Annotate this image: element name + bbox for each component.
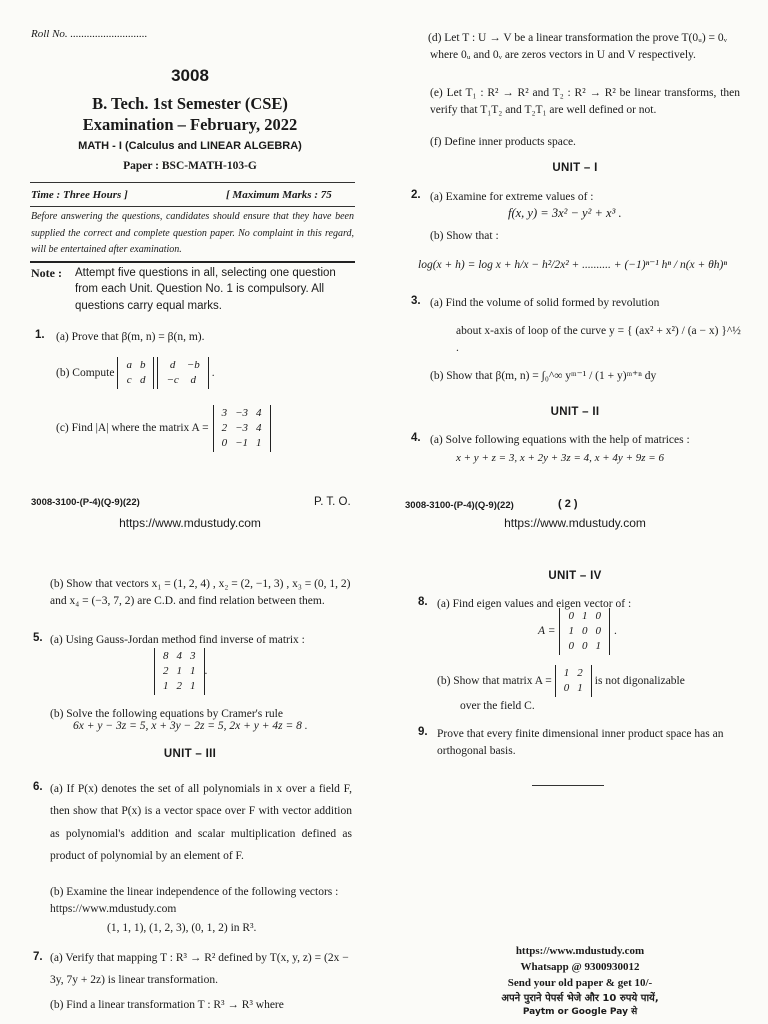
- course-title: B. Tech. 1st Semester (CSE): [92, 94, 288, 113]
- matrix-cell: 1: [595, 639, 601, 652]
- matrix-cell: 0: [595, 624, 601, 637]
- exam-title: Examination – February, 2022: [82, 115, 298, 134]
- q1b-label: (b) Compute: [56, 366, 115, 379]
- q5a: (a) Using Gauss-Jordan method find inverse of matrix :: [50, 634, 305, 646]
- matrix-cell: c: [126, 373, 132, 386]
- q8b: [437, 665, 685, 697]
- exam-time: Time : Three Hours ]: [31, 189, 128, 201]
- site-url: https://www.mdustudy.com: [504, 516, 646, 530]
- q4b: (b) Show that vectors x₁ = (1, 2, 4) , x₂ = (2, −1, 3) , x₃ = (0, 1, 2) and x₄ = (−3, 7, 2) are C.D. and find relation between them.: [50, 578, 351, 607]
- matrix-cell: 1: [577, 681, 583, 694]
- matrix-cell: 1: [256, 436, 262, 449]
- matrix-cell: 1: [568, 624, 574, 637]
- q4a: (a) Solve following equations with the help of matrices :: [430, 434, 690, 446]
- matrix-cell: 0: [563, 681, 570, 694]
- page-number: ( 2 ): [558, 498, 578, 510]
- matrix-cell: −1: [235, 436, 249, 449]
- promo-send: Send your old paper & get 10/-: [507, 976, 653, 989]
- promo-block: [430, 944, 730, 1019]
- divider: [30, 206, 355, 207]
- promo-hindi: अपने पुराने पेपर्स भेजे और 10 रुपये पायें,: [501, 992, 659, 1004]
- unit-heading: UNIT – IV: [548, 570, 602, 582]
- matrix-q8b: [555, 665, 592, 697]
- q2b: (b) Show that :: [430, 230, 499, 242]
- q5a-matrix-wrap: 8 4 3 2 1 1 1 2 1 .: [154, 648, 207, 695]
- question-number: 6.: [33, 781, 43, 793]
- matrix-cell: a: [126, 359, 132, 371]
- matrix-cell: 0: [595, 610, 601, 622]
- matrix-cell: d: [169, 359, 176, 371]
- matrix-cell: 1: [176, 664, 182, 677]
- q2a: (a) Examine for extreme values of :: [430, 191, 594, 203]
- q7b: (b) Find a linear transformation T : R³ → R³ where: [50, 999, 284, 1011]
- question-number: 3.: [411, 295, 421, 307]
- q1e: (e) Let T₁ : R² → R² and T₂ : R² → R² be linear transforms, then verify that T₁T₂ and T₂T₁ are well defined or not.: [430, 87, 740, 116]
- matrix-cell: 0: [568, 639, 574, 652]
- q9: Prove that every finite dimensional inner product space has an orthogonal basis.: [437, 728, 724, 757]
- q4a-equation: x + y + z = 3, x + 2y + 3z = 4, x + 4y + 9z = 6: [456, 452, 664, 464]
- roll-no: Roll No. ............................: [31, 28, 148, 40]
- note: [31, 265, 356, 314]
- matrix-cell: 1: [190, 664, 196, 677]
- matrix-cell: 4: [176, 650, 182, 662]
- matrix-cell: 0: [581, 639, 588, 652]
- unit-heading: UNIT – III: [163, 748, 217, 760]
- q6b: (b) Examine the linear independence of the following vectors : https://www.mdustudy.com: [50, 886, 339, 915]
- q1f: (f) Define inner products space.: [430, 136, 576, 148]
- matrix-cell: 2: [163, 664, 169, 677]
- divider: [30, 261, 355, 263]
- matrix-cell: 3: [221, 407, 228, 419]
- promo-pay: Paytm or Google Pay से: [522, 1007, 638, 1018]
- question-number: 4.: [411, 432, 421, 444]
- q1d: (d) Let T : U → V be a linear transformation the prove T(0ᵤ) = 0ᵥ where 0ᵤ and 0ᵥ are zeros vectors in U and V respectively.: [428, 32, 728, 61]
- matrix-cell: 1: [581, 610, 588, 622]
- q6a: (a) If P(x) denotes the set of all polynomials in x over a field F, then show that P(x) is a vector space over F with vector addition as polynomial's addition and scalar multiplication defined as product of polynomial by an element of F.: [50, 783, 352, 863]
- q7a: (a) Verify that mapping T : R³ → R² defined by T(x, y, z) = (2x − 3y, 7y + 2z) is linear transformation.: [50, 952, 349, 986]
- q2a-equation: f(x, y) = 3x² − y² + x³ .: [508, 206, 622, 220]
- promo-url[interactable]: https://www.mdustudy.com: [515, 945, 645, 957]
- matrix-cell: 1: [563, 667, 570, 679]
- q6b-equation: (1, 1, 1), (1, 2, 3), (0, 1, 2) in R³.: [107, 922, 257, 934]
- unit-heading: UNIT – II: [550, 406, 600, 418]
- matrix-cell: b: [139, 359, 146, 371]
- matrix-cell: 4: [256, 407, 262, 419]
- pto: P. T. O.: [314, 496, 351, 508]
- q8a-matrix-wrap: A = 0 1 0 1 0 0 0 0 1 .: [538, 608, 617, 655]
- question-number: 8.: [418, 596, 428, 608]
- question-number: 5.: [33, 632, 43, 644]
- footer-code: 3008-3100-(P-4)(Q-9)(22): [31, 497, 140, 508]
- matrix-cell: 0: [221, 436, 228, 449]
- q8b-label: (b) Show that matrix A =: [437, 674, 552, 687]
- matrix-cell: 1: [163, 679, 169, 692]
- matrix-q1b-1: [117, 357, 154, 389]
- note-text: Attempt five questions in all, selecting one question from each Unit. Question No. 1 is compulsory. All questions carry equal marks.: [75, 267, 336, 312]
- q8b-cont: over the field C.: [460, 700, 535, 712]
- q1b: (b) Compute a b c d d −b −c d .: [56, 357, 215, 389]
- matrix-cell: 8: [163, 650, 169, 662]
- matrix-cell: −c: [166, 373, 179, 386]
- matrix-cell: 3: [190, 650, 196, 662]
- q3b: (b) Show that β(m, n) = ∫₀^∞ yᵐ⁻¹ / (1 + y)ᵐ⁺ⁿ dy: [430, 370, 657, 382]
- note-label: Note :: [31, 266, 62, 280]
- question-number: 2.: [411, 189, 421, 201]
- q1a: (a) Prove that β(m, n) = β(n, m).: [56, 331, 205, 343]
- paper-code-line: Paper : BSC-MATH-103-G: [123, 160, 257, 172]
- q3a: (a) Find the volume of solid formed by revolution: [430, 297, 660, 309]
- matrix-q1c: [213, 405, 271, 452]
- matrix-q5a: [154, 648, 205, 695]
- matrix-cell: d: [139, 373, 146, 386]
- question-number: 7.: [33, 951, 43, 963]
- q3a-cont: about x-axis of loop of the curve y = { (ax² + x²) / (a − x) }^½ .: [456, 325, 741, 354]
- matrix-cell: d: [190, 373, 196, 386]
- q8a: (a) Find eigen values and eigen vector of :: [437, 598, 632, 610]
- site-url: https://www.mdustudy.com: [119, 516, 261, 530]
- matrix-cell: 0: [568, 610, 574, 622]
- question-number: 1.: [35, 329, 45, 341]
- matrix-cell: 2: [577, 667, 583, 679]
- subject-title: MATH - I (Calculus and LINEAR ALGEBRA): [78, 140, 302, 152]
- q8b-rest: is not digonalizable: [594, 674, 685, 687]
- divider: [30, 182, 355, 183]
- maximum-marks: [ Maximum Marks : 75: [226, 189, 332, 201]
- q1c-label: (c) Find |A| where the matrix A =: [56, 422, 209, 435]
- matrix-cell: −3: [235, 421, 249, 434]
- paper-code: 3008: [171, 66, 209, 85]
- matrix-cell: 0: [581, 624, 588, 637]
- question-number: 9.: [418, 726, 428, 738]
- q5b: (b) Solve the following equations by Cramer's rule: [50, 708, 283, 720]
- q1c: [56, 405, 271, 452]
- unit-heading: UNIT – I: [552, 162, 598, 174]
- matrix-cell: 1: [190, 679, 196, 692]
- q5b-equation: 6x + y − 3z = 5, x + 3y − 2z = 5, 2x + y + 4z = 8 .: [73, 720, 308, 732]
- matrix-cell: 2: [221, 421, 228, 434]
- end-rule: [532, 785, 604, 786]
- q2b-equation: log(x + h) = log x + h/x − h²/2x² + .......... + (−1)ⁿ⁻¹ hⁿ / n(x + θh)ⁿ: [418, 259, 727, 271]
- matrix-cell: −3: [235, 407, 249, 419]
- matrix-cell: 2: [176, 679, 182, 692]
- instructions: Before answering the questions, candidates should ensure that they have been supplied the correct and complete question paper. No complaint in this regard, will be entertained after examination.: [31, 211, 354, 255]
- footer-code: 3008-3100-(P-4)(Q-9)(22): [405, 500, 514, 511]
- matrix-q8a: [559, 608, 610, 655]
- matrix-q1b-2: [157, 357, 208, 389]
- matrix-cell: 4: [256, 421, 262, 434]
- matrix-cell: −b: [186, 359, 200, 371]
- promo-whatsapp: Whatsapp @ 9300930012: [520, 960, 640, 973]
